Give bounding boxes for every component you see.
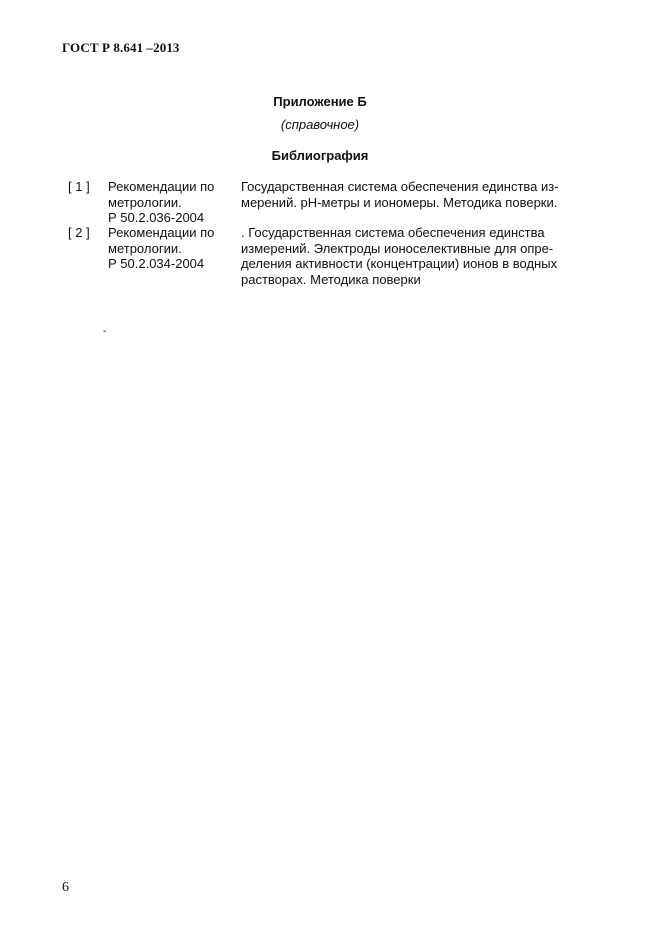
document-code: ГОСТ Р 8.641 –2013: [62, 40, 180, 55]
entry-description-line: растворах. Методика поверки: [241, 271, 421, 287]
entry-source-line: Рекомендации по: [108, 179, 215, 194]
entry-source-line: метрологии.: [108, 240, 182, 256]
entry-description-line: . Государственная система обеспечения единства: [241, 225, 545, 240]
entry-source-line: Рекомендации по: [108, 225, 215, 240]
entry-description: [241, 225, 586, 287]
entry-number: [ 2 ]: [68, 225, 90, 240]
entry-source: [108, 225, 238, 272]
appendix-title: Приложение Б: [273, 94, 367, 109]
bibliography-title: Библиография: [271, 148, 369, 163]
page-number: 6: [62, 880, 69, 895]
entry-source: [108, 179, 238, 226]
stray-mark: -: [103, 326, 107, 337]
entry-source-line: Р 50.2.034-2004: [108, 256, 205, 271]
entry-number: [ 1 ]: [68, 179, 90, 194]
entry-description-line: Государственная система обеспечения единства из-: [241, 179, 559, 194]
entry-description-line: мерений. pH-метры и иономеры. Методика поверки.: [241, 194, 558, 210]
entry-description-line: деления активности (концентрации) ионов в водных: [241, 256, 558, 271]
entry-description-line: измерений. Электроды ионоселективные для опре-: [241, 240, 554, 256]
appendix-subtitle: (справочное): [280, 117, 360, 132]
entry-description: [241, 179, 586, 210]
entry-source-line: метрологии.: [108, 194, 182, 210]
entry-source-line: Р 50.2.036-2004: [108, 210, 205, 225]
